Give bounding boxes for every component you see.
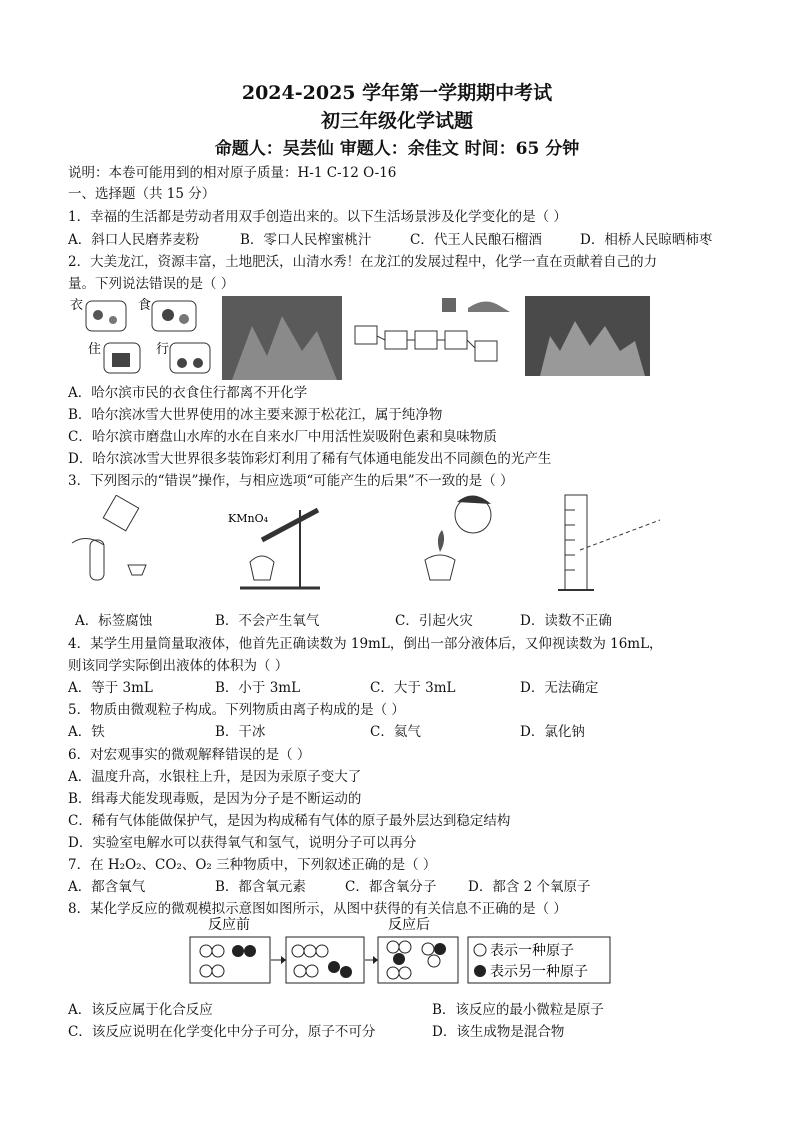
q8-option-d: D．该生成物是混合物: [432, 1024, 565, 1040]
q7-stem: 7．在 H₂O₂、CO₂、O₂ 三种物质中，下列叙述正确的是（ ）: [68, 857, 437, 873]
q3-option-c: C．引起火灾: [395, 613, 473, 629]
q3-image-blowing-lamp: [395, 490, 495, 590]
q7-option-c: C．都含氧分子: [345, 879, 437, 895]
q6-option-c: C．稀有气体能做保护气，是因为构成稀有气体的原子最外层达到稳定结构: [68, 813, 511, 829]
exam-subtitle: 初三年级化学试题: [320, 110, 473, 132]
q2-stem-line2: 量。下列说法错误的是（ ）: [68, 276, 235, 292]
q7-option-d: D．都含 2 个氧原子: [468, 879, 591, 895]
q8-before-label: 反应前: [208, 917, 250, 933]
q8-after-label: 反应后: [388, 917, 430, 933]
q2-diagram-waterworks: [350, 296, 515, 380]
q2-photo-ice-castle: [525, 296, 650, 376]
q7-option-a: A．都含氧气: [68, 879, 146, 895]
q2-option-c: C．哈尔滨市磨盘山水库的水在自来水厂中用活性炭吸附色素和臭味物质: [68, 429, 497, 445]
q5-option-a: A．铁: [68, 724, 105, 740]
q3-kmno4-label: KMnO₄: [228, 512, 268, 525]
q6-option-b: B．缉毒犬能发现毒贩，是因为分子是不断运动的: [68, 791, 362, 807]
q1-option-d: D．相桥人民晾晒柿枣: [580, 232, 713, 248]
q5-option-d: D．氯化钠: [520, 724, 585, 740]
q2-image-daily-life: [68, 295, 213, 380]
q5-stem: 5．物质由微观粒子构成。下列物质由离子构成的是（ ）: [68, 702, 405, 718]
q1-option-b: B．零口人民榨蜜桃汁: [240, 232, 372, 248]
q7-option-b: B．都含氧元素: [215, 879, 306, 895]
q2-label-transport: 行: [156, 342, 170, 357]
q8-legend-2: 表示另一种原子: [490, 964, 588, 980]
q2-option-d: D．哈尔滨冰雪大世界很多装饰彩灯利用了稀有气体通电能发出不同颜色的光产生: [68, 451, 552, 467]
q1-option-a: A．斜口人民磨荞麦粉: [68, 232, 200, 248]
q6-stem: 6．对宏观事实的微观解释错误的是（ ）: [68, 747, 311, 763]
exam-note: 说明：本卷可能用到的相对原子质量：H-1 C-12 O-16: [68, 165, 397, 181]
q2-option-a: A．哈尔滨市民的衣食住行都离不开化学: [68, 385, 308, 401]
q5-option-b: B．干冰: [215, 724, 266, 740]
q4-option-b: B．小于 3mL: [215, 680, 301, 696]
exam-authors: 命题人：吴芸仙 审题人：余佳文 时间：65 分钟: [214, 139, 580, 159]
q2-label-food: 食: [138, 298, 152, 313]
q8-option-b: B．该反应的最小微粒是原子: [432, 1002, 604, 1018]
q4-option-a: A．等于 3mL: [68, 680, 153, 696]
q8-option-c: C．该反应说明在化学变化中分子可分，原子不可分: [68, 1024, 376, 1040]
q4-stem-line1: 4．某学生用量筒量取液体，他首先正确读数为 19mL，倒出一部分液体后，又仰视读数为 16mL，: [68, 636, 663, 652]
q3-image-heating-kmno4: [200, 500, 330, 595]
q3-image-pouring-liquid: [68, 495, 178, 590]
q2-photo-ice-sculpture: [222, 296, 342, 380]
q3-stem: 3．下列图示的“错误”操作，与相应选项“可能产生的后果”不一致的是（ ）: [68, 473, 514, 489]
q8-reaction-diagram: [188, 915, 613, 987]
q4-option-d: D．无法确定: [520, 680, 599, 696]
q3-option-b: B．不会产生氧气: [215, 613, 320, 629]
q2-label-clothing: 衣: [70, 298, 84, 313]
q2-stem-line1: 2．大美龙江，资源丰富，土地肥沃，山清水秀！在龙江的发展过程中，化学一直在贡献着自己的力: [68, 254, 658, 270]
q3-image-graduated-cylinder: [550, 490, 670, 600]
section-heading: 一、选择题（共 15 分）: [68, 186, 216, 202]
exam-title: 2024-2025 学年第一学期期中考试: [241, 82, 553, 104]
q5-option-c: C．氦气: [370, 724, 421, 740]
q1-stem: 1．幸福的生活都是劳动者用双手创造出来的。以下生活场景涉及化学变化的是（ ）: [68, 209, 567, 225]
q6-option-d: D．实验室电解水可以获得氧气和氢气，说明分子可以再分: [68, 835, 417, 851]
q1-option-c: C．代王人民酿石榴酒: [410, 232, 542, 248]
q6-option-a: A．温度升高，水银柱上升，是因为汞原子变大了: [68, 769, 362, 785]
q2-option-b: B．哈尔滨冰雪大世界使用的冰主要来源于松花江，属于纯净物: [68, 407, 443, 423]
q4-stem-line2: 则该同学实际倒出液体的体积为（ ）: [68, 658, 289, 674]
q3-option-a: A．标签腐蚀: [75, 613, 153, 629]
q8-option-a: A．该反应属于化合反应: [68, 1002, 213, 1018]
q2-label-housing: 住: [88, 342, 102, 357]
q8-stem: 8．某化学反应的微观模拟示意图如图所示，从图中获得的有关信息不正确的是（ ）: [68, 901, 567, 917]
q4-option-c: C．大于 3mL: [370, 680, 456, 696]
q3-option-d: D．读数不正确: [520, 613, 612, 629]
q8-legend-1: 表示一种原子: [490, 943, 574, 959]
